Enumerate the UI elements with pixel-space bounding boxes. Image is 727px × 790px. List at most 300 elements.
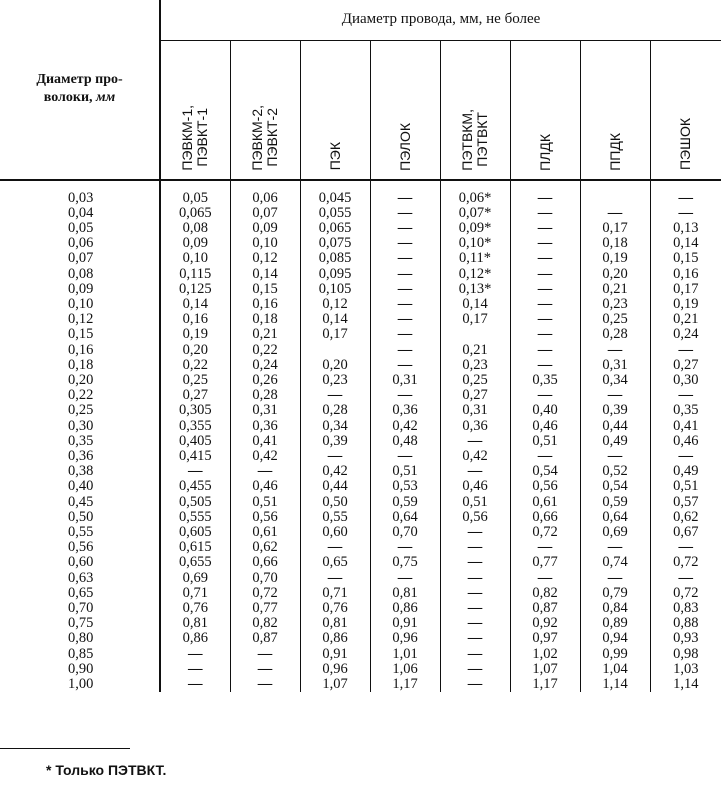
wire-diameter-cell: 0,10 — [230, 236, 300, 251]
table-row — [0, 191, 721, 206]
wire-diameter-cell: 0,31 — [230, 403, 300, 418]
wire-diameter-cell: 0,14 — [160, 297, 230, 312]
wire-diameter-cell: — — [580, 388, 650, 403]
column-header-label: ПЭЛОК — [396, 122, 413, 171]
wire-diameter-cell: 0,67 — [650, 525, 721, 540]
wire-diameter-cell — [580, 191, 650, 206]
column-header-label: ПЭК — [326, 142, 343, 171]
table-row — [0, 403, 721, 418]
die-diameter-cell: 0,38 — [68, 463, 94, 480]
wire-diameter-cell: 0,61 — [510, 495, 580, 510]
table-row — [0, 327, 721, 342]
wire-diameter-cell: 0,86 — [300, 631, 370, 646]
wire-diameter-cell: — — [440, 601, 510, 616]
wire-diameter-cell: 0,455 — [160, 479, 230, 494]
wire-diameter-cell: 0,17 — [580, 221, 650, 236]
die-diameter-cell: 0,80 — [68, 630, 94, 647]
wire-diameter-cell: — — [440, 631, 510, 646]
table-row — [0, 479, 721, 494]
wire-diameter-cell: 0,07 — [230, 206, 300, 221]
wire-diameter-cell: 0,61 — [230, 525, 300, 540]
wire-diameter-cell: — — [370, 267, 440, 282]
wire-diameter-cell: 0,76 — [300, 601, 370, 616]
wire-diameter-cell: 0,25 — [580, 312, 650, 327]
table-row — [0, 373, 721, 388]
wire-diameter-cell: 0,56 — [440, 510, 510, 525]
wire-diameter-cell: 0,86 — [370, 601, 440, 616]
column-header-1 — [160, 40, 230, 180]
wire-diameter-cell: — — [160, 662, 230, 677]
wire-diameter-cell: 0,34 — [300, 419, 370, 434]
column-header-label: ПЭВКМ-1, ПЭВКТ-1 — [179, 104, 211, 171]
wire-diameter-cell: — — [510, 388, 580, 403]
wire-diameter-cell: 0,115 — [160, 267, 230, 282]
wire-diameter-cell: 0,31 — [580, 358, 650, 373]
column-header-5 — [440, 40, 510, 180]
wire-diameter-cell: 0,56 — [510, 479, 580, 494]
wire-diameter-cell: 0,72 — [650, 555, 721, 570]
wire-diameter-cell: — — [370, 297, 440, 312]
wire-diameter-cell: 0,14 — [650, 236, 721, 251]
wire-diameter-cell: 0,26 — [230, 373, 300, 388]
wire-diameter-cell: 0,60 — [300, 525, 370, 540]
header-row-top — [0, 0, 721, 40]
wire-diameter-cell: — — [440, 647, 510, 662]
wire-diameter-cell: 0,87 — [230, 631, 300, 646]
wire-diameter-cell: 0,84 — [580, 601, 650, 616]
wire-diameter-cell: 0,81 — [160, 616, 230, 631]
wire-diameter-cell: 0,14 — [440, 297, 510, 312]
wire-diameter-cell: — — [160, 464, 230, 479]
wire-diameter-cell: 0,83 — [650, 601, 721, 616]
column-header-8 — [650, 40, 721, 180]
wire-diameter-cell: 0,46 — [440, 479, 510, 494]
column-header-label: ПЛДК — [536, 133, 553, 171]
die-diameter-cell: 0,45 — [68, 493, 94, 510]
die-diameter-cell: 0,15 — [68, 326, 94, 343]
wire-diameter-cell: 0,42 — [230, 449, 300, 464]
die-diameter-cell: 0,70 — [68, 599, 94, 616]
wire-diameter-cell: 0,16 — [160, 312, 230, 327]
wire-diameter-cell: 0,20 — [300, 358, 370, 373]
wire-diameter-cell: 0,09 — [160, 236, 230, 251]
first-column-header-line1: Диаметр про- — [36, 72, 123, 88]
wire-diameter-cell: — — [370, 358, 440, 373]
die-diameter-cell: 0,25 — [68, 402, 94, 419]
wire-diameter-cell: 0,54 — [510, 464, 580, 479]
wire-diameter-cell: — — [510, 221, 580, 236]
table-row — [0, 647, 721, 662]
wire-diameter-cell: 0,065 — [300, 221, 370, 236]
wire-diameter-cell: 0,51 — [440, 495, 510, 510]
table-row — [0, 555, 721, 570]
footnote: * Только ПЭТВКТ. — [46, 762, 167, 778]
wire-diameter-cell: 0,27 — [440, 388, 510, 403]
table-row — [0, 419, 721, 434]
wire-diameter-cell: 0,52 — [580, 464, 650, 479]
wire-diameter-cell: — — [510, 236, 580, 251]
die-diameter-cell: 0,03 — [68, 189, 94, 206]
wire-diameter-cell: 0,19 — [580, 251, 650, 266]
wire-diameter-cell: 0,21 — [650, 312, 721, 327]
wire-diameter-cell: 0,92 — [510, 616, 580, 631]
wire-diameter-cell: 0,31 — [370, 373, 440, 388]
wire-diameter-cell: — — [580, 343, 650, 358]
wire-diameter-cell: 0,415 — [160, 449, 230, 464]
wire-diameter-cell: 0,81 — [300, 616, 370, 631]
wire-diameter-cell: — — [510, 312, 580, 327]
table-row — [0, 495, 721, 510]
wire-diameter-cell: 0,28 — [300, 403, 370, 418]
table-row — [0, 221, 721, 236]
wire-diameter-cell: — — [230, 662, 300, 677]
wire-diameter-cell: 0,94 — [580, 631, 650, 646]
wire-diameter-cell: — — [510, 297, 580, 312]
wire-diameter-cell: 0,105 — [300, 282, 370, 297]
wire-diameter-cell: 0,065 — [160, 206, 230, 221]
wire-diameter-cell: — — [370, 327, 440, 342]
die-diameter-cell: 0,90 — [68, 660, 94, 677]
wire-diameter-cell: 0,21 — [230, 327, 300, 342]
wire-diameter-cell: 0,14 — [300, 312, 370, 327]
column-header-3 — [300, 40, 370, 180]
wire-diameter-cell: — — [370, 540, 440, 555]
wire-diameter-cell: 0,20 — [580, 267, 650, 282]
first-column-header-line2: волоки, — [43, 90, 93, 106]
wire-diameter-cell: — — [580, 540, 650, 555]
wire-diameter-cell: 0,28 — [580, 327, 650, 342]
wire-diameter-cell: 0,15 — [230, 282, 300, 297]
wire-diameter-cell: — — [650, 206, 721, 221]
wire-diameter-cell: — — [650, 540, 721, 555]
table-row — [0, 540, 721, 555]
die-diameter-cell: 0,10 — [68, 295, 94, 312]
wire-diameter-cell: 0,12 — [230, 251, 300, 266]
wire-diameter-cell: 0,53 — [370, 479, 440, 494]
wire-diameter-cell: 0,64 — [370, 510, 440, 525]
wire-diameter-cell: — — [160, 677, 230, 692]
wire-diameter-cell: 0,27 — [160, 388, 230, 403]
wire-diameter-cell: 0,39 — [580, 403, 650, 418]
table-row — [0, 464, 721, 479]
wire-diameter-cell: 0,22 — [160, 358, 230, 373]
wire-diameter-cell: — — [300, 388, 370, 403]
wire-diameter-cell: 0,42 — [370, 419, 440, 434]
table-row — [0, 525, 721, 540]
die-diameter-cell: 0,07 — [68, 250, 94, 267]
wire-diameter-cell: 0,355 — [160, 419, 230, 434]
die-diameter-cell: 0,36 — [68, 447, 94, 464]
wire-diameter-cell: — — [440, 464, 510, 479]
die-diameter-cell: 0,63 — [68, 569, 94, 586]
wire-diameter-cell: 0,70 — [370, 525, 440, 540]
wire-diameter-cell — [300, 343, 370, 358]
wire-diameter-cell: — — [440, 525, 510, 540]
wire-diameter-cell: 0,69 — [580, 525, 650, 540]
wire-diameter-cell: — — [650, 191, 721, 206]
wire-diameter-cell: 0,36 — [370, 403, 440, 418]
wire-diameter-cell: — — [650, 571, 721, 586]
wire-diameter-cell: 0,86 — [160, 631, 230, 646]
wire-diameter-cell: — — [510, 282, 580, 297]
table-row — [0, 616, 721, 631]
wire-diameter-cell: 0,25 — [160, 373, 230, 388]
table-row — [0, 510, 721, 525]
table-row — [0, 358, 721, 373]
table-row — [0, 343, 721, 358]
wire-diameter-cell: — — [510, 358, 580, 373]
wire-diameter-cell: 0,70 — [230, 571, 300, 586]
wire-diameter-cell: — — [580, 571, 650, 586]
wire-diameter-cell: — — [510, 267, 580, 282]
wire-diameter-cell: 0,82 — [230, 616, 300, 631]
wire-diameter-cell: 0,055 — [300, 206, 370, 221]
wire-diameter-cell: — — [440, 616, 510, 631]
wire-diameter-cell: 0,28 — [230, 388, 300, 403]
wire-diameter-cell: — — [440, 677, 510, 692]
wire-diameter-cell: 0,62 — [230, 540, 300, 555]
wire-diameter-cell: 0,79 — [580, 586, 650, 601]
wire-diameter-cell: — — [650, 388, 721, 403]
wire-diameter-cell: 0,31 — [440, 403, 510, 418]
wire-diameter-cell: 0,40 — [510, 403, 580, 418]
wire-diameter-cell: 0,57 — [650, 495, 721, 510]
die-diameter-cell: 0,06 — [68, 235, 94, 252]
table-row — [0, 631, 721, 646]
wire-diameter-cell: 0,49 — [580, 434, 650, 449]
wire-diameter-cell: — — [370, 191, 440, 206]
wire-diameter-cell: 0,16 — [650, 267, 721, 282]
die-diameter-cell: 0,56 — [68, 539, 94, 556]
wire-diameter-cell: — — [440, 586, 510, 601]
die-diameter-cell: 0,85 — [68, 645, 94, 662]
wire-diameter-cell: 0,51 — [230, 495, 300, 510]
wire-diameter-cell: 0,55 — [300, 510, 370, 525]
wire-diameter-cell: 0,14 — [230, 267, 300, 282]
wire-diameter-cell: 0,62 — [650, 510, 721, 525]
wire-diameter-cell: 0,505 — [160, 495, 230, 510]
wire-diameter-cell: 0,89 — [580, 616, 650, 631]
wire-diameter-cell: 0,59 — [370, 495, 440, 510]
wire-diameter-cell: 0,97 — [510, 631, 580, 646]
column-header-7 — [580, 40, 650, 180]
wire-diameter-cell: 0,17 — [300, 327, 370, 342]
wire-diameter-cell: — — [510, 251, 580, 266]
die-diameter-cell: 0,35 — [68, 432, 94, 449]
column-header-4 — [370, 40, 440, 180]
wire-diameter-cell: 0,42 — [300, 464, 370, 479]
column-header-label: ПЭТВКМ, ПЭТВКТ — [459, 108, 490, 171]
wire-diameter-cell: — — [370, 236, 440, 251]
wire-diameter-cell: 0,50 — [300, 495, 370, 510]
wire-diameter-cell: 0,88 — [650, 616, 721, 631]
wire-diameter-cell: 0,095 — [300, 267, 370, 282]
wire-diameter-cell: — — [510, 540, 580, 555]
wire-diameter-cell: 1,17 — [510, 677, 580, 692]
wire-diameter-cell: 0,51 — [510, 434, 580, 449]
wire-diameter-cell: 1,06 — [370, 662, 440, 677]
wire-diameter-cell: 0,605 — [160, 525, 230, 540]
wire-diameter-cell: 0,75 — [370, 555, 440, 570]
wire-diameter-cell: — — [440, 434, 510, 449]
wire-diameter-cell: 0,56 — [230, 510, 300, 525]
wire-diameter-cell: 0,16 — [230, 297, 300, 312]
wire-diameter-cell: 0,59 — [580, 495, 650, 510]
wire-diameter-cell: 0,81 — [370, 586, 440, 601]
wire-diameter-cell: 0,99 — [580, 647, 650, 662]
wire-diameter-cell: — — [370, 282, 440, 297]
wire-diameter-cell: 1,07 — [300, 677, 370, 692]
wire-diameter-cell: — — [370, 571, 440, 586]
wire-diameter-cell: 0,41 — [650, 419, 721, 434]
die-diameter-cell: 0,65 — [68, 584, 94, 601]
table-row — [0, 312, 721, 327]
wire-diameter-cell: — — [510, 206, 580, 221]
die-diameter-cell: 0,50 — [68, 508, 94, 525]
wire-diameter-cell: 0,11* — [440, 251, 510, 266]
wire-diameter-cell: 0,20 — [160, 343, 230, 358]
wire-diameter-cell: — — [510, 343, 580, 358]
table-row — [0, 571, 721, 586]
die-diameter-cell: 0,30 — [68, 417, 94, 434]
table-row — [0, 251, 721, 266]
wire-diameter-cell: 0,71 — [300, 586, 370, 601]
wire-diameter-cell: 0,36 — [230, 419, 300, 434]
wire-diameter-cell: 0,41 — [230, 434, 300, 449]
first-column-header — [0, 0, 160, 180]
wire-diameter-cell: 0,12* — [440, 267, 510, 282]
wire-diameter-cell: 0,615 — [160, 540, 230, 555]
wire-diameter-cell: 0,74 — [580, 555, 650, 570]
wire-diameter-cell: 0,18 — [580, 236, 650, 251]
die-diameter-cell: 0,75 — [68, 615, 94, 632]
wire-diameter-cell: 0,13 — [650, 221, 721, 236]
wire-diameter-cell: 0,19 — [160, 327, 230, 342]
wire-diameter-cell: — — [650, 343, 721, 358]
table-row — [0, 449, 721, 464]
table-row — [0, 267, 721, 282]
table-row — [0, 586, 721, 601]
wire-diameter-cell: 0,06* — [440, 191, 510, 206]
die-diameter-cell: 0,40 — [68, 478, 94, 495]
wire-diameter-cell: — — [440, 540, 510, 555]
wire-diameter-cell: 0,72 — [230, 586, 300, 601]
wire-diameter-cell: — — [370, 388, 440, 403]
table-row — [0, 601, 721, 616]
table-row — [0, 236, 721, 251]
wire-diameter-cell: 0,10* — [440, 236, 510, 251]
wire-diameter-cell: 0,35 — [510, 373, 580, 388]
wire-diameter-cell: 0,66 — [230, 555, 300, 570]
wire-diameter-cell: 0,18 — [230, 312, 300, 327]
wire-diameter-cell: — — [370, 312, 440, 327]
die-diameter-cell: 0,55 — [68, 523, 94, 540]
die-diameter-cell: 0,09 — [68, 280, 94, 297]
wire-diameter-cell: 0,655 — [160, 555, 230, 570]
wire-diameter-cell: 0,405 — [160, 434, 230, 449]
wire-diameter-cell: 0,21 — [580, 282, 650, 297]
wire-diameter-cell: 0,10 — [160, 251, 230, 266]
wire-diameter-cell: 0,51 — [370, 464, 440, 479]
first-column-header-unit: мм — [96, 90, 116, 106]
wire-diameter-cell: 0,085 — [300, 251, 370, 266]
wire-diameter-cell: 0,25 — [440, 373, 510, 388]
wire-diameter-cell: 0,21 — [440, 343, 510, 358]
wire-diameter-cell: 0,13* — [440, 282, 510, 297]
wire-diameter-cell: 0,36 — [440, 419, 510, 434]
wire-diameter-cell: 0,39 — [300, 434, 370, 449]
column-header-label: ПЭШОК — [677, 118, 694, 171]
wire-diameter-cell: 0,44 — [300, 479, 370, 494]
table-row — [0, 297, 721, 312]
wire-diameter-cell: 0,46 — [650, 434, 721, 449]
wire-diameter-cell: — — [510, 191, 580, 206]
wire-diameter-cell: 1,03 — [650, 662, 721, 677]
wire-diameter-cell: 0,71 — [160, 586, 230, 601]
wire-diameter-cell: 0,24 — [230, 358, 300, 373]
wire-diameter-cell: 0,23 — [580, 297, 650, 312]
wire-diameter-cell: 0,46 — [230, 479, 300, 494]
wire-diameter-cell: 0,17 — [440, 312, 510, 327]
wire-diameter-cell: 0,06 — [230, 191, 300, 206]
wire-diameter-cell: — — [230, 677, 300, 692]
column-header-label: ППДК — [606, 132, 623, 171]
wire-diameter-cell: 0,49 — [650, 464, 721, 479]
wire-diameter-cell: 0,46 — [510, 419, 580, 434]
wire-diameter-cell: — — [440, 571, 510, 586]
wire-diameter-cell: 0,23 — [300, 373, 370, 388]
wire-diameter-cell: — — [510, 449, 580, 464]
wire-diameter-cell — [440, 327, 510, 342]
wire-diameter-cell: 0,91 — [300, 647, 370, 662]
wire-diameter-cell: 0,87 — [510, 601, 580, 616]
wire-diameter-cell: — — [230, 647, 300, 662]
die-diameter-cell: 0,20 — [68, 371, 94, 388]
wire-diameter-cell: — — [510, 327, 580, 342]
wire-diameter-cell: 0,09* — [440, 221, 510, 236]
wire-diameter-cell: 0,34 — [580, 373, 650, 388]
wire-diameter-cell: 0,72 — [650, 586, 721, 601]
wire-diameter-cell: 0,48 — [370, 434, 440, 449]
wire-diameter-cell: 0,07* — [440, 206, 510, 221]
die-diameter-cell: 0,08 — [68, 265, 94, 282]
table-row — [0, 388, 721, 403]
die-diameter-cell: 0,18 — [68, 356, 94, 373]
wire-diameter-cell: 0,15 — [650, 251, 721, 266]
wire-diameter-cell: — — [510, 571, 580, 586]
wire-diameter-cell: 0,17 — [650, 282, 721, 297]
wire-diameter-cell: — — [300, 571, 370, 586]
wire-diameter-cell: — — [370, 251, 440, 266]
table-row — [0, 282, 721, 297]
wire-diameter-cell: — — [300, 449, 370, 464]
wire-diameter-cell: 0,98 — [650, 647, 721, 662]
wire-diameter-cell: — — [440, 662, 510, 677]
wire-diameter-cell: 0,77 — [230, 601, 300, 616]
wire-diameter-cell: 0,555 — [160, 510, 230, 525]
wire-diameter-cell: 0,30 — [650, 373, 721, 388]
wire-diameter-cell: 0,35 — [650, 403, 721, 418]
wire-diameter-cell: — — [650, 449, 721, 464]
wire-diameter-cell: 1,04 — [580, 662, 650, 677]
die-diameter-cell: 0,12 — [68, 311, 94, 328]
wire-diameter-cell: 0,51 — [650, 479, 721, 494]
wire-diameter-cell: — — [370, 221, 440, 236]
wire-diameter-cell: 0,82 — [510, 586, 580, 601]
wire-diameter-cell: 0,96 — [370, 631, 440, 646]
wire-diameter-cell: 0,93 — [650, 631, 721, 646]
wire-diameter-cell: 0,91 — [370, 616, 440, 631]
